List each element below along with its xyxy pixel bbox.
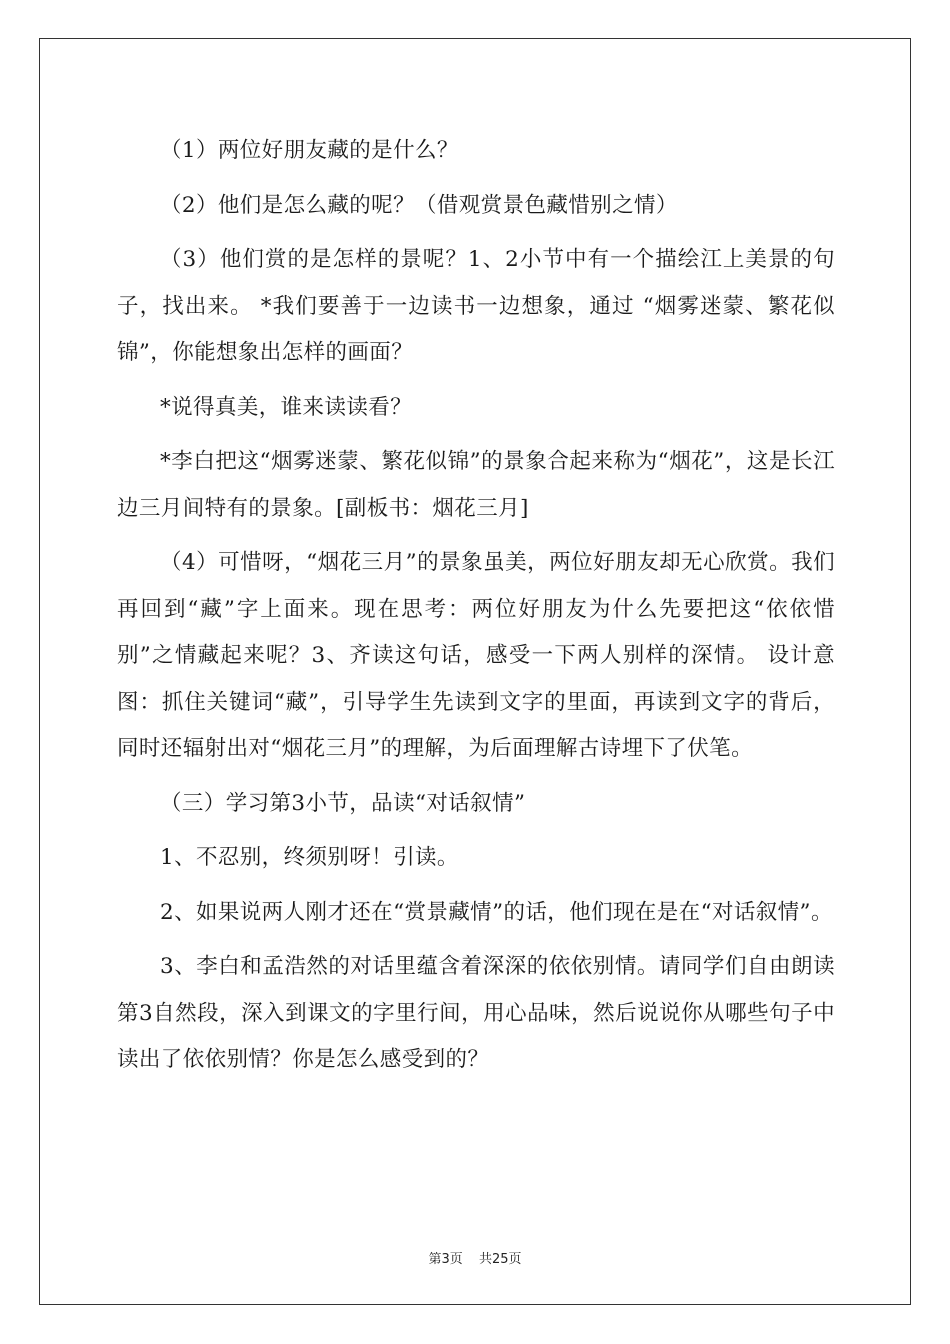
page-footer bbox=[0, 1248, 950, 1267]
paragraph-yanhua: *李白把这“烟雾迷蒙、繁花似锦”的景象合起来称为“烟花”，这是长江边三月间特有的景象。[副板书：烟花三月] bbox=[117, 449, 835, 521]
paragraph-question-4: （4）可惜呀，“烟花三月”的景象虽美，两位好朋友却无心欣赏。我们再回到“藏”字上面来。现在思考：两位好朋友为什么先要把这“依依惜别”之情藏起来呢？3、齐读这句话，感受一下两人别样的深情。 设计意图：抓住关键词“藏”，引导学生先读到文字的里面，再读到文字的背后，同时还辐射出对“烟花三月”的理解，为后面理解古诗埋下了伏笔。 bbox=[117, 550, 835, 761]
document-body bbox=[117, 128, 835, 1092]
section-heading-3: （三）学习第3小节，品读“对话叙情” bbox=[160, 790, 526, 816]
paragraph-step-1: 1、不忍别，终须别呀！引读。 bbox=[160, 845, 459, 870]
page-total: 共25页 bbox=[478, 1252, 522, 1267]
paragraph-read-aloud: *说得真美，谁来读读看？ bbox=[160, 394, 413, 420]
paragraph-question-2: （2）他们是怎么藏的呢？（借观赏景色藏惜别之情） bbox=[160, 192, 678, 218]
paragraph-question-3: （3）他们赏的是怎样的景呢？1、2小节中有一个描绘江上美景的句子，找出来。 *我们要善于一边读书一边想象，通过 “烟雾迷蒙、繁花似锦”，你能想象出怎样的画面？ bbox=[117, 247, 835, 365]
page-number: 第3页 bbox=[428, 1252, 463, 1267]
paragraph-step-3: 3、李白和孟浩然的对话里蕴含着深深的依依别情。请同学们自由朗读第3自然段，深入到课文的字里行间，用心品味，然后说说你从哪些句子中读出了依依别情？你是怎么感受到的？ bbox=[117, 954, 835, 1072]
paragraph-question-1: （1）两位好朋友藏的是什么？ bbox=[160, 138, 459, 163]
paragraph-step-2: 2、如果说两人刚才还在“赏景藏情”的话，他们现在是在“对话叙情”。 bbox=[160, 899, 833, 925]
